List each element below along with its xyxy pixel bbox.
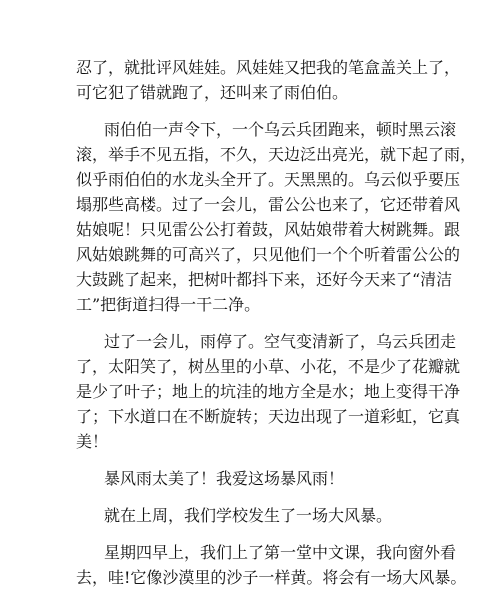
text-line: 星期四早上，我们上了第一堂中文课，我向窗外看 [104,543,457,562]
text-line: 风姑娘跳舞的可高兴了，只见他们一个个听着雷公公的 [76,245,461,264]
text-line: 滚，举手不见五指，不久，天边泛出亮光，就下起了雨， [76,145,477,164]
text-line: 是少了叶子；地上的坑洼的地方全是水；地上变得干净 [76,382,461,401]
paragraph-1 [76,55,500,105]
text-line: 雨伯伯一声令下，一个乌云兵团跑来，顿时黑云滚 [104,120,457,139]
text-line: 了；下水道口在不断旋转；天边出现了一道彩虹，它真 [76,407,461,426]
text-line: 似乎雨伯伯的水龙头全开了。天黑黑的。乌云似乎要压 [76,170,461,189]
text-line: 姑娘呢！只见雷公公打着鼓，风姑娘带着大树跳舞。跟 [76,220,461,239]
text-line: 美！ [76,432,109,451]
text-line: 大鼓跳了起来，把树叶都抖下来，还好今天来了“清洁 [76,270,453,289]
text-line: 塌那些高楼。过了一会儿，雷公公也来了，它还带着风 [76,195,461,214]
text-line: 可它犯了错就跑了，还叫来了雨伯伯。 [76,83,349,102]
text-line: 工”把街道扫得一干二净。 [76,295,261,314]
paragraph-2 [76,117,500,317]
paragraph-3 [76,329,500,454]
paragraph-6 [76,540,500,590]
text-line: 了，太阳笑了，树丛里的小草、小花，不是少了花瓣就 [76,357,461,376]
text-line: 去，哇!它像沙漠里的沙子一样黄。将会有一场大风暴。 [76,568,467,587]
text-line: 过了一会儿，雨停了。空气变清新了，乌云兵团走 [104,332,457,351]
text-line: 忍了，就批评风娃娃。风娃娃又把我的笔盒盖关上了， [76,58,461,77]
text-line: 暴风雨太美了！我爱这场暴风雨！ [104,469,345,488]
paragraph-5 [76,503,500,528]
text-line: 就在上周，我们学校发生了一场大风暴。 [104,506,393,525]
paragraph-4 [76,466,500,491]
